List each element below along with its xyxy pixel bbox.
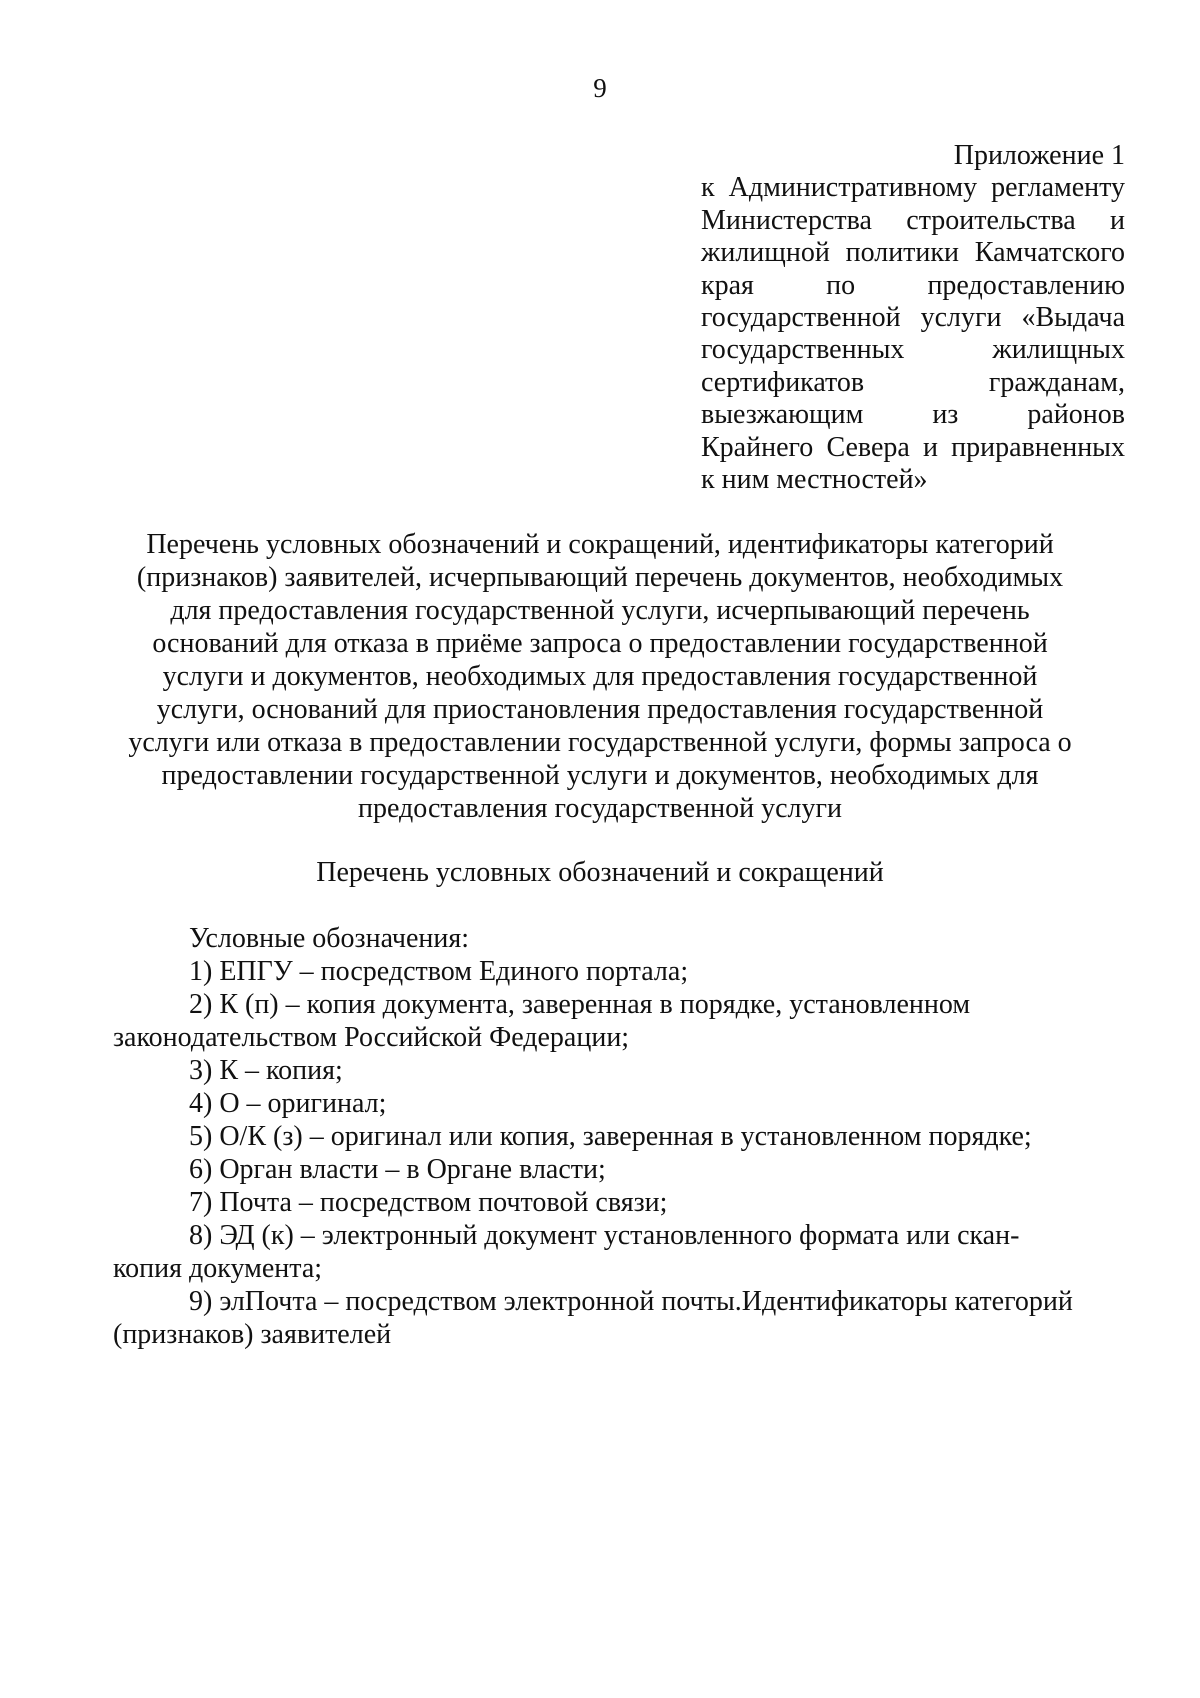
main-title-line: оснований для отказа в приёме запроса о предоставлении государственной	[152, 628, 1048, 659]
document-main-title	[100, 528, 1100, 825]
appendix-line: к ним местностей»	[701, 464, 928, 496]
appendix-line: края по предоставлению	[701, 269, 1125, 301]
legend-item: 1) ЕПГУ – посредством Единого портала;	[189, 956, 689, 987]
legend-list	[113, 922, 1103, 1351]
legend-item: 6) Орган власти – в Органе власти;	[189, 1154, 606, 1185]
appendix-line: государственных жилищных	[701, 334, 1125, 366]
main-title-line: Перечень условных обозначений и сокращений, идентификаторы категорий	[146, 529, 1054, 560]
page-number: 9	[593, 73, 607, 103]
legend-item: 9) элПочта – посредством электронной почты.Идентификаторы категорий	[189, 1286, 1073, 1317]
main-title-line: услуги, оснований для приостановления предоставления государственной	[156, 694, 1044, 725]
appendix-line: Крайнего Севера и приравненных	[701, 431, 1125, 463]
legend-item-continuation: (признаков) заявителей	[113, 1319, 392, 1350]
main-title-line: предоставлении государственной услуги и документов, необходимых для	[161, 760, 1039, 791]
main-title-line: услуги или отказа в предоставлении государственной услуги, формы запроса о	[128, 727, 1072, 758]
main-title-line: услуги и документов, необходимых для предоставления государственной	[162, 661, 1038, 692]
legend-item-continuation: копия документа;	[113, 1253, 323, 1284]
legend-item: 7) Почта – посредством почтовой связи;	[189, 1187, 668, 1218]
appendix-line: к Административному регламенту	[701, 172, 1125, 204]
main-title-line: (признаков) заявителей, исчерпывающий перечень документов, необходимых	[136, 562, 1064, 593]
main-title-line: предоставления государственной услуги	[358, 793, 842, 824]
appendix-line: Министерства строительства и	[701, 204, 1125, 236]
legend-heading: Условные обозначения:	[189, 923, 470, 954]
legend-item: 3) К – копия;	[189, 1055, 343, 1086]
appendix-line: жилищной политики Камчатского	[701, 237, 1125, 269]
appendix-block	[701, 140, 1125, 496]
legend-item: 4) О – оригинал;	[189, 1088, 387, 1119]
legend-item: 2) К (п) – копия документа, заверенная в порядке, установленном	[189, 989, 971, 1020]
appendix-line: выезжающим из районов	[701, 399, 1125, 431]
section-title: Перечень условных обозначений и сокращений	[316, 857, 884, 888]
appendix-line: государственной услуги «Выдача	[701, 302, 1125, 334]
legend-item-continuation: законодательством Российской Федерации;	[113, 1022, 630, 1053]
main-title-line: для предоставления государственной услуги, исчерпывающий перечень	[170, 595, 1030, 626]
legend-item: 5) О/К (з) – оригинал или копия, заверенная в установленном порядке;	[189, 1121, 1032, 1152]
appendix-line: сертификатов гражданам,	[701, 366, 1125, 398]
legend-item: 8) ЭД (к) – электронный документ установленного формата или скан-	[189, 1220, 1020, 1251]
appendix-title: Приложение 1	[953, 140, 1125, 171]
